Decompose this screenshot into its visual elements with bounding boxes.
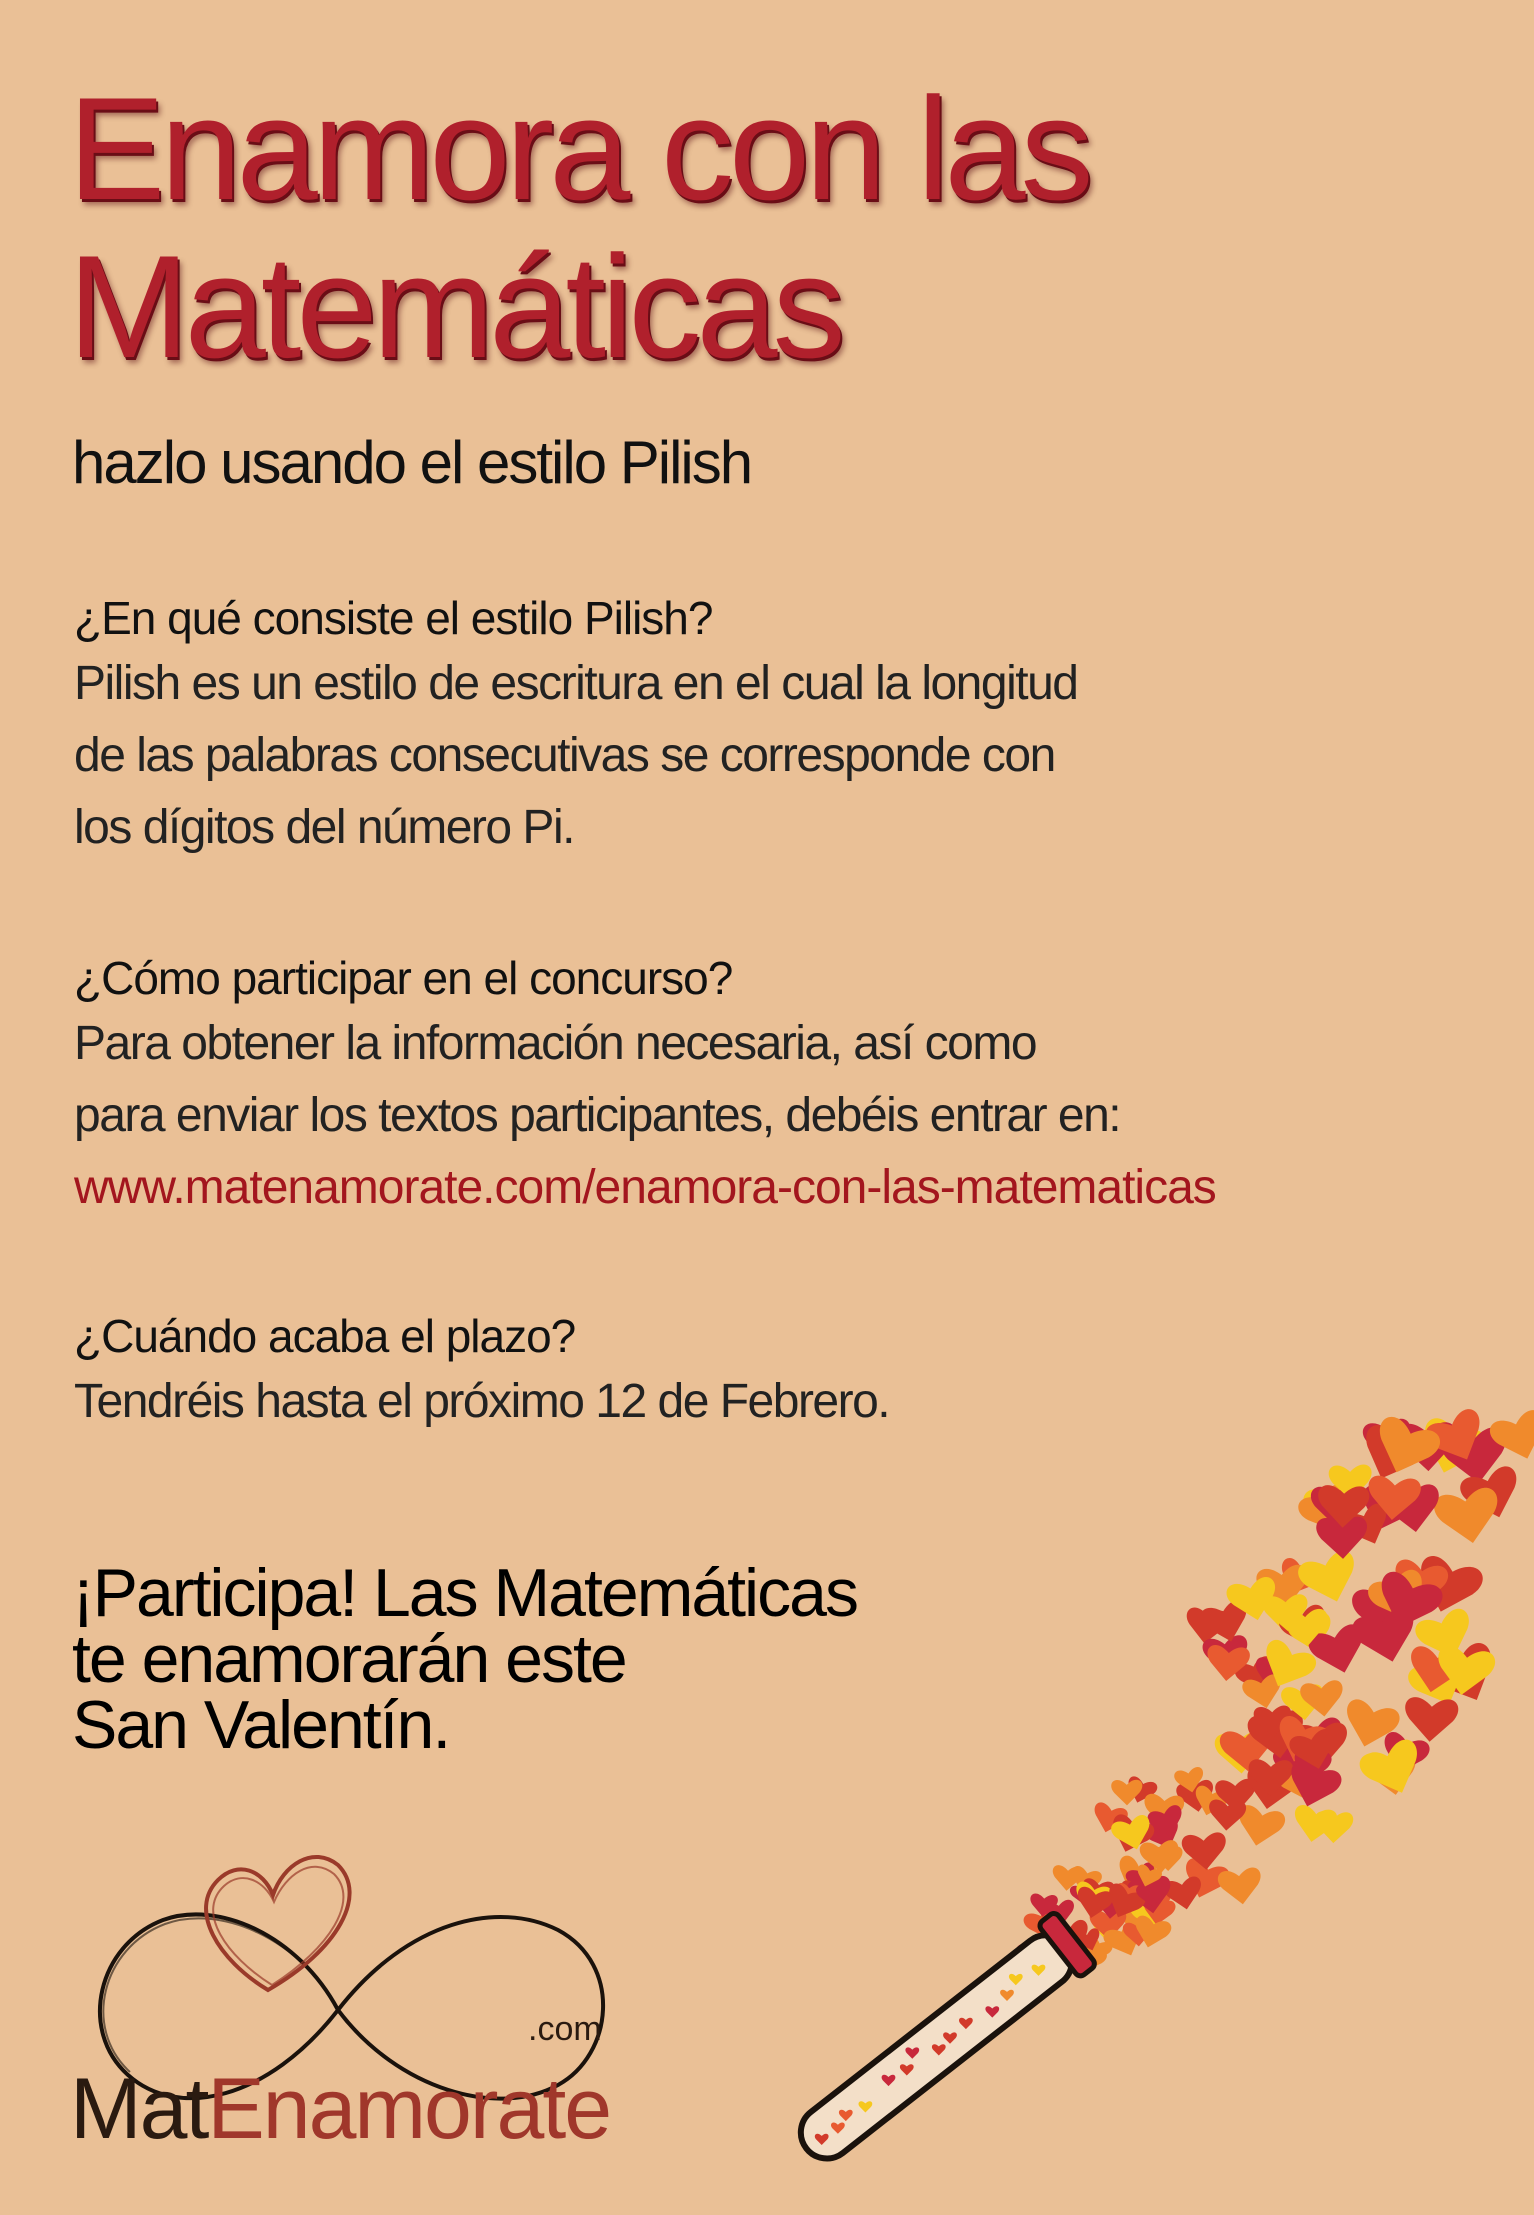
hearts-cloud [1013,1406,1534,1977]
call-to-action: ¡Participa! Las Matemáticas te enamorarán este San Valentín. [72,1555,857,1763]
heart-icon [1217,1866,1264,1907]
title-line-2: Matemáticas [68,225,841,388]
logo-wordmark [70,2060,610,2159]
section-answer: Tendréis hasta el próximo 12 de Febrero. [74,1375,890,1428]
page-title [68,67,1089,388]
test-tube-icon [785,1911,1096,2175]
logo-name-mat: Mat [70,2061,208,2157]
section-answer: Pilish es un estilo de escritura en el cual la longitud de las palabras consecutivas se corresponde con los dígitos del número Pi. [74,657,1078,854]
test-tube-hearts-illustration [720,1390,1534,2215]
logo-name-enamorate: Enamorate [207,2061,611,2157]
section-answer: Para obtener la información necesaria, así como para enviar los textos participantes, debéis entrar en: [74,1017,1121,1142]
subtitle: hazlo usando el estilo Pilish [72,429,752,496]
section-pilish [74,588,1494,864]
title-line-1: Enamora con las [68,67,1089,230]
section-question: ¿Cuándo acaba el plazo? [74,1310,576,1362]
heart-icon [1403,1697,1459,1744]
section-question: ¿En qué consiste el estilo Pilish? [74,592,713,644]
logo-domain-suffix: .com [528,2010,602,2048]
section-participate [74,948,1494,1224]
section-question: ¿Cómo participar en el concurso? [74,952,733,1004]
contest-link[interactable]: www.matenamorate.com/enamora-con-las-matematicas [74,1161,1216,1214]
heart-icon [1208,1799,1247,1832]
